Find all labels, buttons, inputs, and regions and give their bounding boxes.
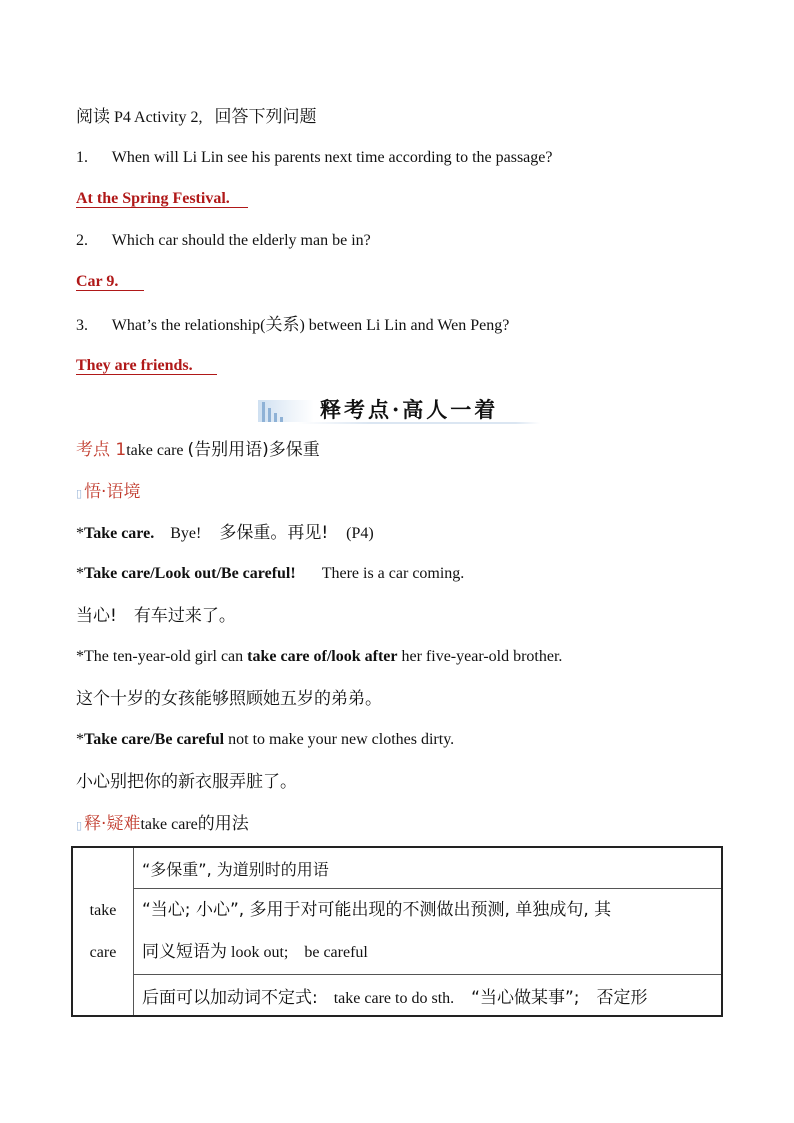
- question-text-before: What’s the relationship(: [111, 317, 266, 334]
- example-ref: (P4): [346, 525, 374, 542]
- question-number: 1.: [76, 149, 88, 166]
- question-number: 2.: [76, 232, 88, 249]
- example-star: *: [76, 648, 84, 665]
- example-star: *: [76, 565, 84, 582]
- wu-yujing-text: 悟·语境: [84, 482, 141, 502]
- example-4-translation: 小心别把你的新衣服弄脏了。: [76, 772, 297, 792]
- example-bold: Take care.: [84, 525, 155, 542]
- answer-text: At the Spring Festival.: [76, 190, 248, 208]
- bracket-icon: ▯: [76, 487, 83, 500]
- question-3: [76, 314, 509, 337]
- question-number: 3.: [76, 317, 88, 334]
- example-rest: Bye!: [170, 525, 202, 542]
- usage-table: [71, 846, 723, 1017]
- example-bold: Take care/Be careful: [84, 731, 225, 748]
- answer-1: [76, 188, 248, 210]
- section-banner: [258, 394, 540, 424]
- intro-line: [76, 106, 316, 129]
- example-rest: There is a car coming.: [321, 565, 465, 582]
- intro-prefix: 阅读: [76, 107, 110, 127]
- example-1: [76, 522, 374, 545]
- question-2: [76, 230, 371, 252]
- shi-yinan-text: 释·疑难: [84, 814, 141, 834]
- question-text-after: ) between Li Lin and Wen Peng?: [299, 317, 510, 334]
- bracket-icon: ▯: [76, 819, 83, 832]
- example-pre: The ten-year-old girl can: [84, 648, 248, 665]
- usage-cn: 后面可以加动词不定式:: [142, 987, 318, 1008]
- question-1: [76, 147, 552, 169]
- shi-yinan-label: [76, 814, 140, 834]
- example-4: [76, 729, 454, 751]
- example-3-translation: 这个十岁的女孩能够照顾她五岁的弟弟。: [76, 689, 382, 709]
- example-star: *: [76, 731, 84, 748]
- example-2-translation: 当心! 有车过来了。: [76, 606, 236, 626]
- usage-line: “当心; 小心”, 多用于对可能出现的不测做出预测, 单独成句, 其: [142, 900, 612, 920]
- question-text: When will Li Lin see his parents next time according to the passage?: [111, 149, 553, 166]
- table-row: [72, 975, 722, 1017]
- example-cn: 多保重。再见!: [219, 523, 329, 543]
- kaodian-meaning: 多保重: [268, 440, 320, 460]
- usage-line: [142, 931, 713, 974]
- term-cell: [72, 847, 134, 1016]
- usage-cn: “当心做某事”; 否定形: [454, 987, 648, 1008]
- example-2: [76, 563, 464, 585]
- intro-activity: P4 Activity 2,: [114, 109, 203, 126]
- kaodian-heading: [76, 439, 320, 462]
- usage-en: take care to do sth.: [317, 989, 455, 1007]
- usage-cell: [134, 975, 723, 1017]
- table-row: [72, 889, 722, 975]
- table-row: [72, 847, 722, 889]
- example-bold: take care of/look after: [247, 648, 398, 665]
- intro-suffix: 回答下列问题: [214, 107, 317, 127]
- banner-decoration: [258, 400, 314, 422]
- question-text: Which car should the elderly man be in?: [111, 232, 371, 249]
- usage-cell: “多保重”, 为道别时的用语: [134, 847, 723, 889]
- usage-cn: 同义短语为: [142, 942, 227, 962]
- term-line: care: [89, 943, 117, 961]
- answer-2: [76, 271, 144, 293]
- kaodian-note: (告别用语): [187, 440, 269, 460]
- shi-yinan-heading: [76, 813, 249, 837]
- kaodian-phrase: take care: [126, 442, 184, 459]
- answer-3: [76, 355, 217, 377]
- usage-en: look out; be careful: [227, 944, 368, 961]
- wu-yujing-label: [76, 481, 140, 505]
- kaodian-label: 考点 1: [76, 440, 127, 460]
- shi-yinan-phrase: take care: [140, 816, 198, 833]
- example-bold: Take care/Look out/Be careful!: [84, 565, 296, 582]
- shi-yinan-suffix: 的用法: [197, 814, 249, 834]
- example-3: [76, 646, 562, 668]
- usage-cell: [134, 889, 723, 975]
- example-post: not to make your new clothes dirty.: [224, 731, 455, 748]
- example-star: *: [76, 525, 84, 542]
- example-post: her five-year-old brother.: [397, 648, 563, 665]
- term-line: take: [89, 901, 117, 919]
- answer-text: Car 9.: [76, 273, 144, 291]
- answer-text: They are friends.: [76, 357, 217, 375]
- question-text-cn: 关系: [265, 315, 300, 335]
- banner-title: 释考点·高人一着: [320, 397, 499, 422]
